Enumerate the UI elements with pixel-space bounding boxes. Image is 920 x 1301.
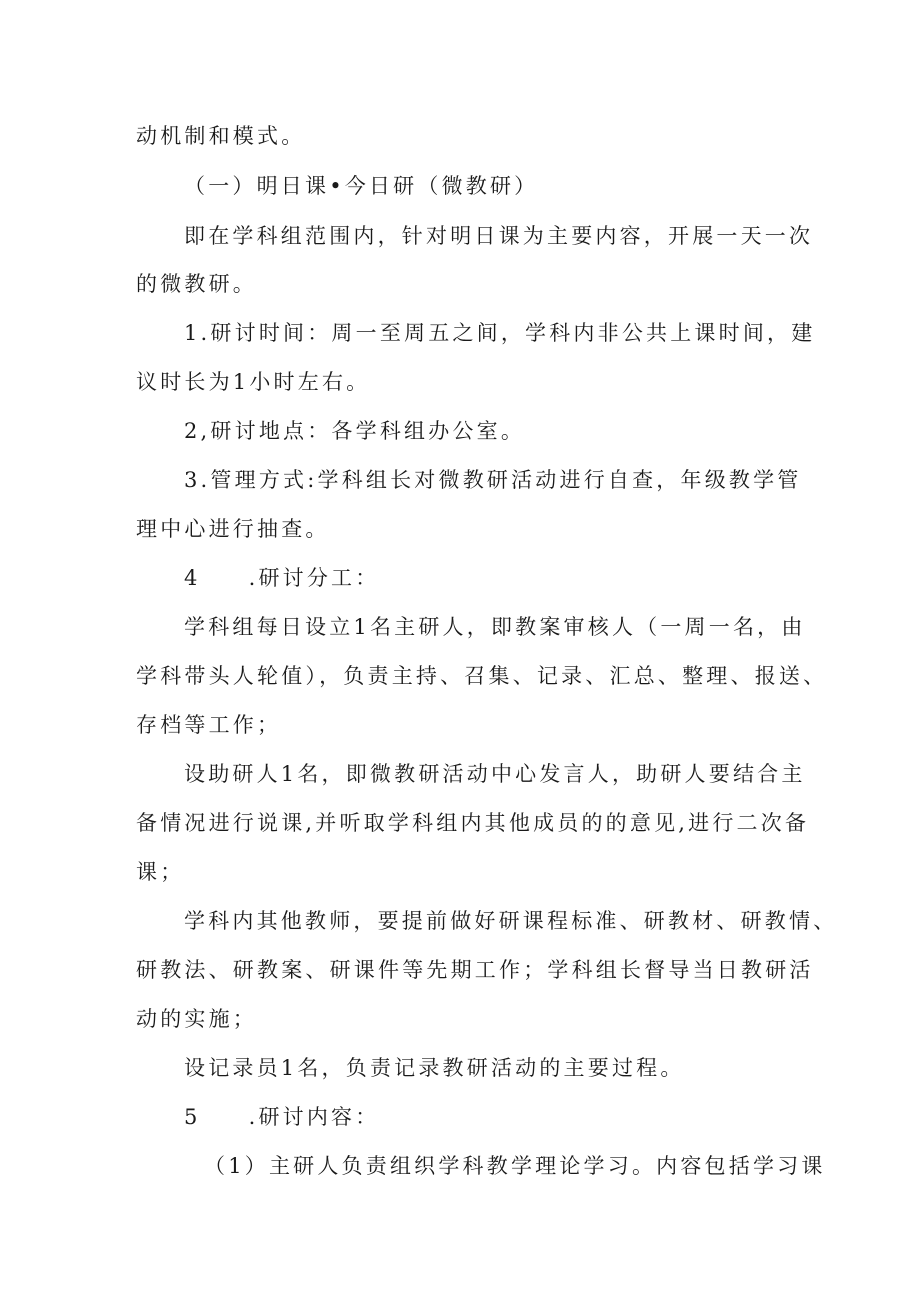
paragraph-line-15: 备情况进行说课,并听取学科组内其他成员的的意见,进行二次备 — [136, 811, 810, 835]
numbered-item-4-label: .研讨分工： — [248, 566, 380, 590]
paragraph-line-13: 存档等工作； — [136, 713, 282, 737]
paragraph-line-1: 动机制和模式。 — [136, 124, 306, 148]
paragraph-line-8: 3.管理方式:学科组长对微教研活动进行自查，年级教学管 — [184, 468, 802, 492]
numbered-item-4: 4 — [184, 566, 201, 590]
paragraph-line-11: 学科组每日设立1名主研人，即教案审核人（一周一名，由 — [184, 615, 806, 639]
paragraph-line-4: 的微教研。 — [136, 272, 257, 296]
paragraph-line-17: 学科内其他教师，要提前做好研课程标准、研教材、研教情、 — [184, 909, 838, 933]
paragraph-line-22: （1）主研人负责组织学科教学理论学习。内容包括学习课 — [204, 1154, 826, 1178]
paragraph-line-18: 研教法、研教案、研课件等先期工作；学科组长督导当日教研活 — [136, 958, 814, 982]
paragraph-line-3: 即在学科组范围内，针对明日课为主要内容，开展一天一次 — [184, 224, 814, 248]
paragraph-line-6: 议时长为1小时左右。 — [136, 370, 371, 394]
paragraph-line-7: 2,研讨地点：各学科组办公室。 — [184, 419, 526, 443]
paragraph-line-10 — [184, 563, 379, 593]
section-heading: （一）明日课•今日研（微教研） — [184, 174, 539, 198]
paragraph-line-16: 课； — [136, 860, 185, 884]
numbered-item-5-label: .研讨内容： — [248, 1105, 380, 1129]
numbered-item-5: 5 — [184, 1105, 201, 1129]
paragraph-line-14: 设助研人1名，即微教研活动中心发言人，助研人要结合主 — [184, 762, 806, 786]
paragraph-line-12: 学科带头人轮值），负责主持、召集、记录、汇总、整理、报送、 — [136, 664, 828, 688]
paragraph-line-21 — [184, 1102, 379, 1132]
paragraph-line-19: 动的实施； — [136, 1007, 257, 1031]
paragraph-line-5: 1.研讨时间：周一至周五之间，学科内非公共上课时间，建 — [184, 321, 816, 345]
paragraph-line-20: 设记录员1名，负责记录教研活动的主要过程。 — [184, 1056, 685, 1080]
paragraph-line-9: 理中心进行抽查。 — [136, 517, 330, 541]
